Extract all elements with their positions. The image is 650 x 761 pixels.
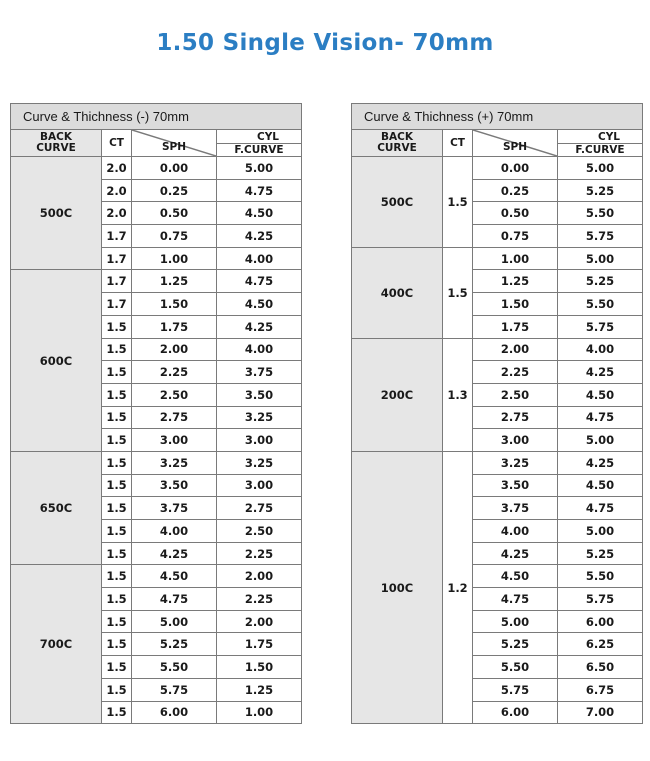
sph-cell: 3.00: [473, 429, 558, 452]
ct-cell: 2.0: [102, 202, 132, 225]
sph-cell: 2.75: [473, 406, 558, 429]
sph-cell: 5.25: [132, 633, 217, 656]
sph-cell: 5.50: [473, 656, 558, 679]
fcurve-cell: 4.50: [558, 474, 643, 497]
fcurve-cell: 4.75: [217, 270, 302, 293]
cyl-fcurve-header: [217, 130, 302, 157]
sph-cell: 0.75: [473, 225, 558, 248]
fcurve-cell: 7.00: [558, 701, 643, 724]
minus-table: [10, 103, 302, 724]
ct-cell: 1.5: [102, 633, 132, 656]
sph-cell: 1.00: [473, 247, 558, 270]
sph-cell: 4.50: [473, 565, 558, 588]
back-curve-cell: 650C: [11, 451, 102, 564]
ct-cell: 1.5: [102, 497, 132, 520]
cyl-header-label: CYL: [257, 131, 279, 143]
fcurve-cell: 2.75: [217, 497, 302, 520]
fcurve-cell: 5.00: [217, 157, 302, 180]
sph-cell: 3.25: [132, 451, 217, 474]
plus-table-panel: [351, 103, 643, 724]
ct-cell: 1.5: [102, 701, 132, 724]
sph-cell: 1.50: [132, 293, 217, 316]
plus-table-caption: Curve & Thichness (+) 70mm: [352, 104, 643, 130]
fcurve-cell: 5.75: [558, 588, 643, 611]
fcurve-cell: 6.00: [558, 610, 643, 633]
ct-cell: 1.5: [102, 610, 132, 633]
cyl-fcurve-header: [558, 130, 643, 157]
sph-cell: 5.25: [473, 633, 558, 656]
fcurve-cell: 5.00: [558, 247, 643, 270]
minus-table-caption: Curve & Thichness (-) 70mm: [11, 104, 302, 130]
fcurve-header-label: F.CURVE: [558, 143, 642, 156]
ct-header: CT: [102, 130, 132, 157]
sph-cell: 6.00: [132, 701, 217, 724]
table-row: [11, 451, 302, 474]
sph-cell: 1.75: [132, 315, 217, 338]
fcurve-cell: 3.50: [217, 383, 302, 406]
plus-table: [351, 103, 643, 724]
cyl-header-label: CYL: [598, 131, 620, 143]
fcurve-cell: 4.25: [217, 225, 302, 248]
back-curve-cell: 500C: [352, 157, 443, 248]
ct-cell: 2.0: [102, 179, 132, 202]
fcurve-cell: 1.25: [217, 678, 302, 701]
ct-cell: 1.5: [102, 451, 132, 474]
table-row: [11, 565, 302, 588]
ct-cell: 1.5: [102, 542, 132, 565]
ct-cell: 1.2: [443, 451, 473, 723]
sph-cell: 2.25: [132, 361, 217, 384]
fcurve-cell: 4.50: [558, 383, 643, 406]
sph-cell: 0.00: [132, 157, 217, 180]
sph-cell: 0.75: [132, 225, 217, 248]
sph-cell: 2.25: [473, 361, 558, 384]
sph-cell: 0.25: [132, 179, 217, 202]
plus-table-body: [352, 157, 643, 724]
sph-cell: 4.25: [132, 542, 217, 565]
ct-cell: 1.5: [102, 678, 132, 701]
sph-cell: 2.00: [132, 338, 217, 361]
fcurve-cell: 3.00: [217, 429, 302, 452]
ct-cell: 1.5: [102, 656, 132, 679]
ct-cell: 1.5: [102, 520, 132, 543]
fcurve-cell: 4.25: [217, 315, 302, 338]
fcurve-cell: 5.25: [558, 179, 643, 202]
back-curve-cell: 500C: [11, 157, 102, 270]
fcurve-cell: 4.00: [217, 338, 302, 361]
ct-cell: 1.5: [102, 474, 132, 497]
page-title: 1.50 Single Vision- 70mm: [156, 30, 494, 56]
sph-cell: 5.00: [473, 610, 558, 633]
back-curve-cell: 400C: [352, 247, 443, 338]
fcurve-cell: 4.50: [217, 202, 302, 225]
minus-table-body: [11, 157, 302, 724]
sph-cell: 4.00: [473, 520, 558, 543]
sph-cell: 3.25: [473, 451, 558, 474]
sph-cell: 0.50: [132, 202, 217, 225]
ct-cell: 1.3: [443, 338, 473, 451]
sph-cell: 4.50: [132, 565, 217, 588]
ct-cell: 1.7: [102, 247, 132, 270]
fcurve-cell: 3.75: [217, 361, 302, 384]
back-curve-header: [11, 130, 102, 157]
fcurve-cell: 2.00: [217, 610, 302, 633]
ct-cell: 1.7: [102, 293, 132, 316]
fcurve-cell: 5.50: [558, 293, 643, 316]
fcurve-cell: 5.00: [558, 157, 643, 180]
sph-cell: 3.50: [132, 474, 217, 497]
fcurve-cell: 5.00: [558, 520, 643, 543]
ct-cell: 1.5: [102, 361, 132, 384]
fcurve-cell: 2.25: [217, 542, 302, 565]
sph-cell: 1.00: [132, 247, 217, 270]
table-row: [11, 157, 302, 180]
fcurve-cell: 4.00: [217, 247, 302, 270]
ct-cell: 1.5: [102, 565, 132, 588]
fcurve-cell: 6.50: [558, 656, 643, 679]
sph-header: [132, 130, 217, 157]
back-curve-header-line1: BACK: [381, 131, 413, 143]
minus-table-panel: [10, 103, 302, 724]
fcurve-header-label: F.CURVE: [217, 143, 301, 156]
table-row: [11, 270, 302, 293]
fcurve-cell: 1.50: [217, 656, 302, 679]
sph-cell: 5.75: [473, 678, 558, 701]
fcurve-cell: 5.25: [558, 270, 643, 293]
ct-cell: 1.5: [102, 315, 132, 338]
table-row: [352, 451, 643, 474]
fcurve-cell: 5.25: [558, 542, 643, 565]
ct-cell: 1.5: [443, 157, 473, 248]
fcurve-cell: 5.00: [558, 429, 643, 452]
sph-cell: 3.75: [473, 497, 558, 520]
ct-cell: 1.5: [102, 406, 132, 429]
ct-cell: 1.5: [102, 429, 132, 452]
sph-cell: 0.25: [473, 179, 558, 202]
sph-cell: 0.50: [473, 202, 558, 225]
back-curve-header-line1: BACK: [40, 131, 72, 143]
sph-cell: 5.50: [132, 656, 217, 679]
sph-cell: 4.75: [132, 588, 217, 611]
back-curve-cell: 100C: [352, 451, 443, 723]
sph-cell: 3.00: [132, 429, 217, 452]
sph-cell: 4.75: [473, 588, 558, 611]
fcurve-cell: 5.75: [558, 315, 643, 338]
fcurve-cell: 5.50: [558, 565, 643, 588]
sph-header: [473, 130, 558, 157]
sph-cell: 4.25: [473, 542, 558, 565]
fcurve-cell: 4.00: [558, 338, 643, 361]
sph-header-label: SPH: [161, 140, 187, 153]
sph-cell: 2.50: [132, 383, 217, 406]
back-curve-header: [352, 130, 443, 157]
fcurve-cell: 4.75: [558, 497, 643, 520]
table-row: [352, 247, 643, 270]
sph-header-label: SPH: [502, 140, 528, 153]
fcurve-cell: 6.25: [558, 633, 643, 656]
sph-cell: 1.25: [473, 270, 558, 293]
fcurve-cell: 5.50: [558, 202, 643, 225]
sph-cell: 5.00: [132, 610, 217, 633]
fcurve-cell: 4.75: [217, 179, 302, 202]
sph-cell: 1.50: [473, 293, 558, 316]
sph-cell: 3.75: [132, 497, 217, 520]
back-curve-cell: 700C: [11, 565, 102, 724]
back-curve-header-line2: CURVE: [377, 142, 417, 154]
fcurve-cell: 1.75: [217, 633, 302, 656]
fcurve-cell: 4.50: [217, 293, 302, 316]
sph-cell: 5.75: [132, 678, 217, 701]
fcurve-cell: 3.00: [217, 474, 302, 497]
sph-cell: 2.50: [473, 383, 558, 406]
sph-cell: 3.50: [473, 474, 558, 497]
fcurve-cell: 4.25: [558, 361, 643, 384]
back-curve-cell: 200C: [352, 338, 443, 451]
sph-cell: 1.75: [473, 315, 558, 338]
ct-cell: 1.5: [102, 338, 132, 361]
sph-cell: 2.75: [132, 406, 217, 429]
fcurve-cell: 1.00: [217, 701, 302, 724]
sph-cell: 1.25: [132, 270, 217, 293]
ct-cell: 1.7: [102, 225, 132, 248]
sph-cell: 2.00: [473, 338, 558, 361]
sph-cell: 4.00: [132, 520, 217, 543]
fcurve-cell: 3.25: [217, 451, 302, 474]
fcurve-cell: 4.75: [558, 406, 643, 429]
sph-cell: 6.00: [473, 701, 558, 724]
ct-header: CT: [443, 130, 473, 157]
fcurve-cell: 4.25: [558, 451, 643, 474]
ct-cell: 1.5: [102, 383, 132, 406]
fcurve-cell: 2.50: [217, 520, 302, 543]
ct-cell: 1.5: [102, 588, 132, 611]
sph-cell: 0.00: [473, 157, 558, 180]
ct-cell: 1.5: [443, 247, 473, 338]
ct-cell: 1.7: [102, 270, 132, 293]
fcurve-cell: 2.25: [217, 588, 302, 611]
fcurve-cell: 5.75: [558, 225, 643, 248]
back-curve-header-line2: CURVE: [36, 142, 76, 154]
back-curve-cell: 600C: [11, 270, 102, 452]
ct-cell: 2.0: [102, 157, 132, 180]
fcurve-cell: 2.00: [217, 565, 302, 588]
fcurve-cell: 3.25: [217, 406, 302, 429]
table-row: [352, 338, 643, 361]
fcurve-cell: 6.75: [558, 678, 643, 701]
table-row: [352, 157, 643, 180]
